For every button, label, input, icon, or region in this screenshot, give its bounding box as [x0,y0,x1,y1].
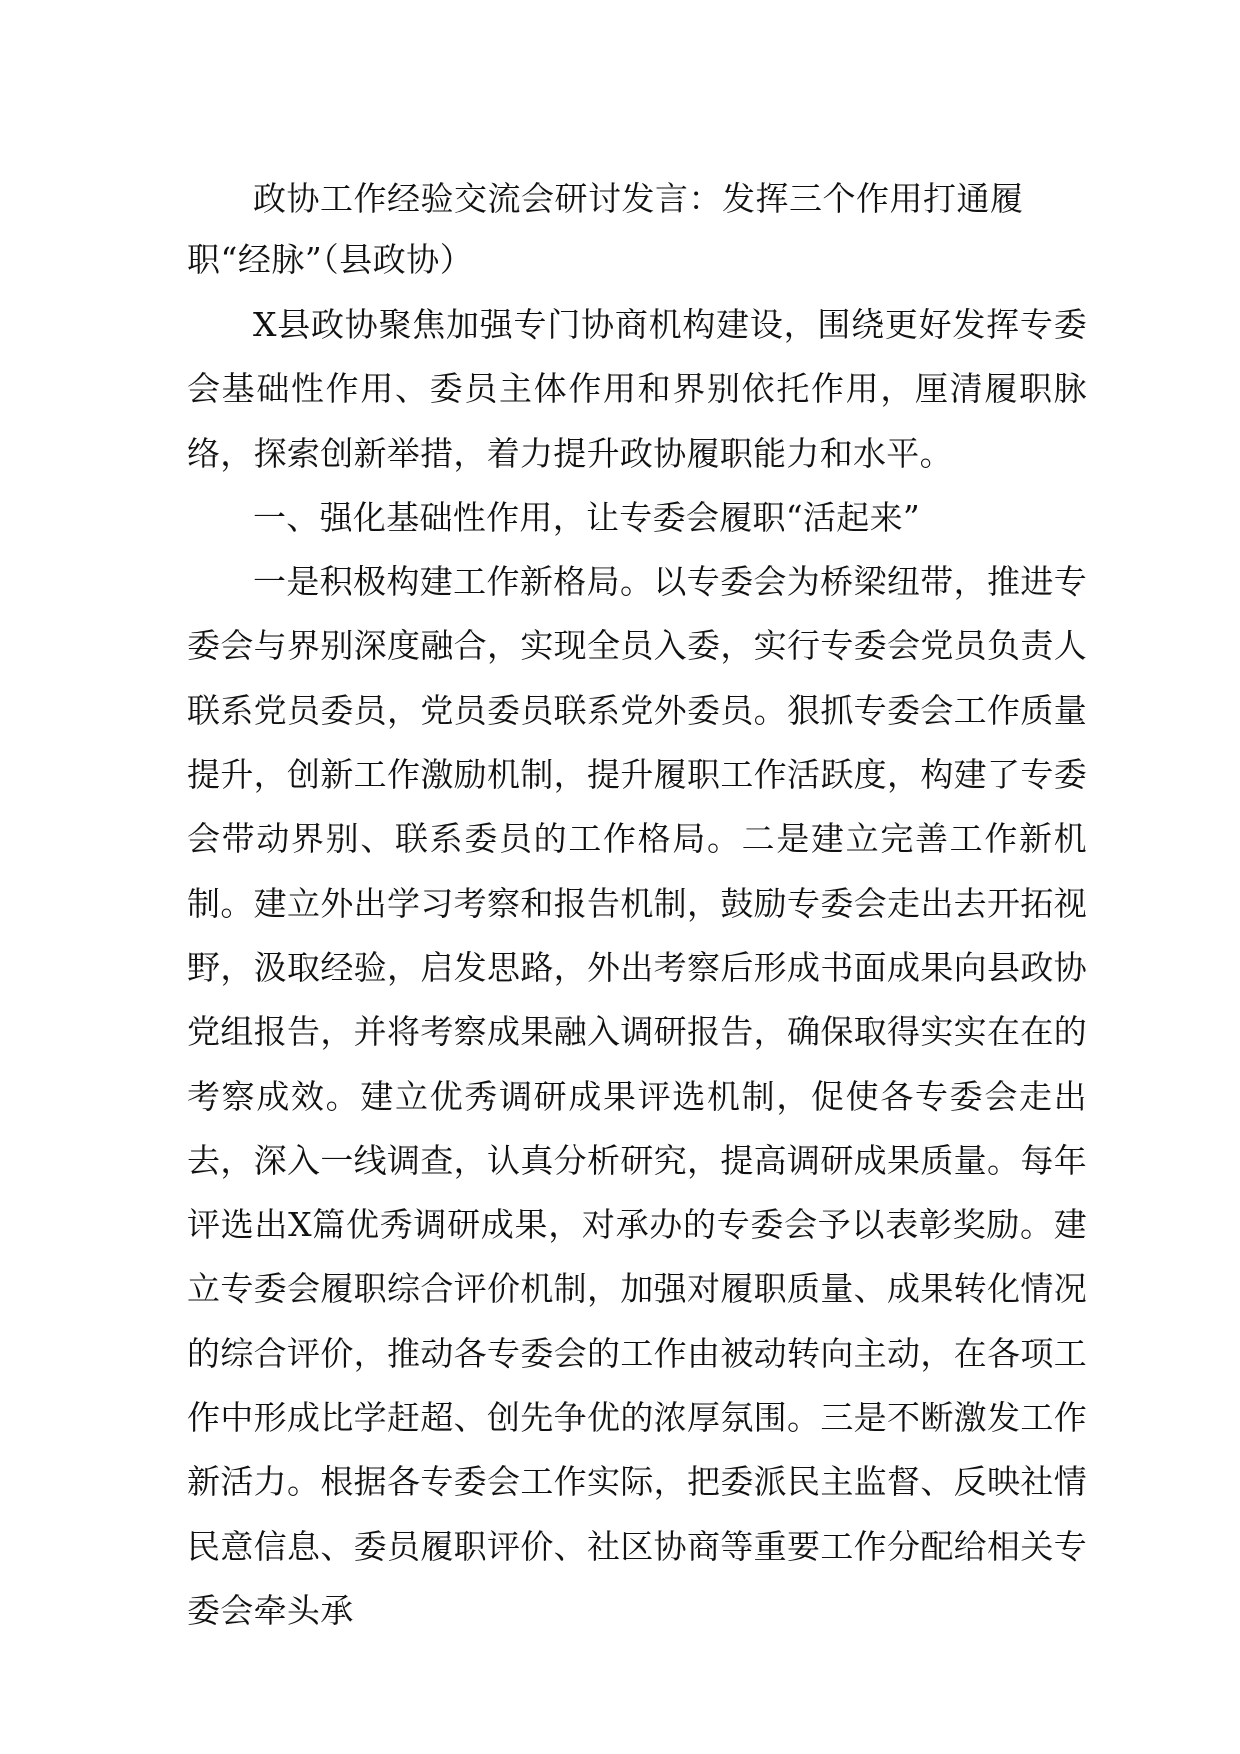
section-heading: 一、强化基础性作用，让专委会履职“活起来” [253,497,921,537]
document-body [187,168,1087,1643]
intro-paragraph: X县政协聚焦加强专门协商机构建设，围绕更好发挥专委会基础性作用、委员主体作用和界别依托作用，厘清履职脉络，探索创新举措，着力提升政协履职能力和水平。 [187,305,1087,473]
body-paragraph: 一是积极构建工作新格局。以专委会为桥梁纽带，推进专委会与界别深度融合，实现全员入委，实行专委会党员负责人联系党员委员，党员委员联系党外委员。狠抓专委会工作质量提升，创新工作激励机制，提升履职工作活跃度，构建了专委会带动界别、联系委员的工作格局。二是建立完善工作新机制。建立外出学习考察和报告机制，鼓励专委会走出去开拓视野，汲取经验，启发思路，外出考察后形成书面成果向县政协党组报告，并将考察成果融入调研报告，确保取得实实在在的考察成效。建立优秀调研成果评选机制，促使各专委会走出去，深入一线调查，认真分析研究，提高调研成果质量。每年评选出X篇优秀调研成果，对承办的专委会予以表彰奖励。建立专委会履职综合评价机制，加强对履职质量、成果转化情况的综合评价，推动各专委会的工作由被动转向主动，在各项工作中形成比学赶超、创先争优的浓厚氛围。三是不断激发工作新活力。根据各专委会工作实际，把委派民主监督、反映社情民意信息、委员履职评价、社区协商等重要工作分配给相关专委会牵头承 [187,562,1087,1630]
document-title: 政协工作经验交流会研讨发言：发挥三个作用打通履职“经脉”（县政协） [187,179,1024,279]
